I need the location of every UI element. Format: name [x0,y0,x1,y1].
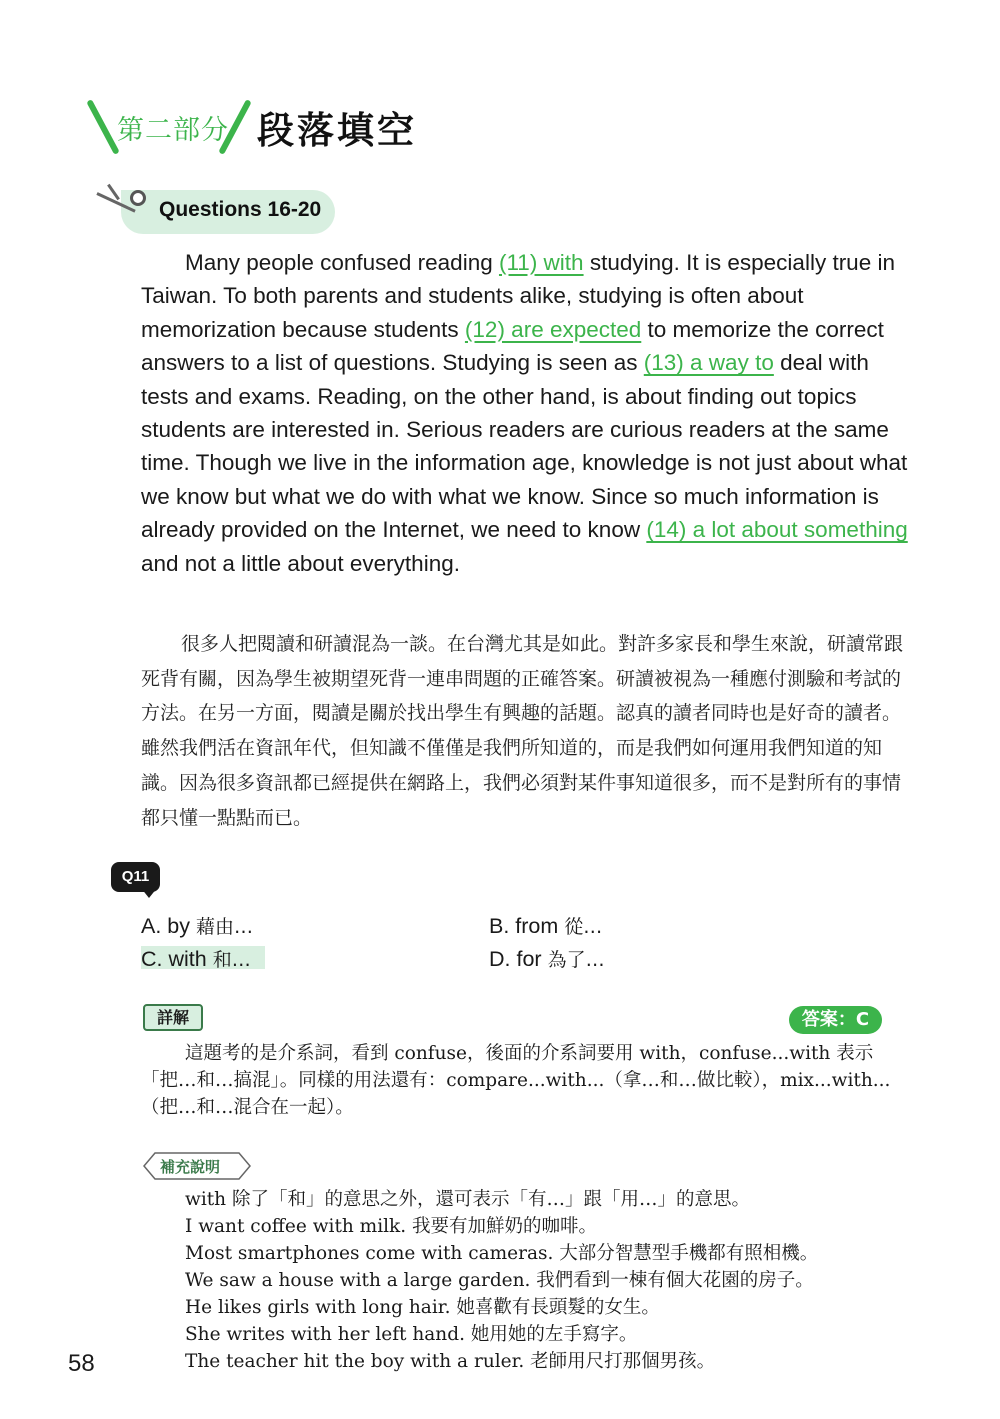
answer-blank-12: (12) are expected [464,316,642,342]
passage-text: Many people confused reading [185,250,499,275]
detail-explanation-text: 這題考的是介系詞，看到 confuse，後面的介系詞要用 with，confuse...with 表示「把…和…搞混」。同樣的用法還有：compare...with...（拿…和…做比較），mix...with...（把…和…混合在一起）。 [141,1043,891,1118]
supplement-line: with 除了「和」的意思之外，還可表示「有…」跟「用…」的意思。 [185,1189,750,1210]
passage-chinese-text: 很多人把閱讀和研讀混為一談。在台灣尤其是如此。對許多家長和學生來說，研讀常跟死背有關，因為學生被期望死背一連串問題的正確答案。研讀被視為一種應付測驗和考試的方法。在另一方面，閱讀是關於找出學生有興趣的話題。認真的讀者同時也是好奇的讀者。雖然我們活在資訊年代，但知識不僅僅是我們所知道的，而是我們如何運用我們知道的知識。因為很多資訊都已經提供在網路上，我們必須對某件事知道很多，而不是對所有的事情都只懂一點點而已。 [141,633,904,829]
question-badge: Q11 [111,862,160,892]
option-a-en: A. by [141,914,190,938]
detail-explanation [141,1040,891,1121]
header-slash-left [86,99,119,155]
option-c-zh: 和… [212,949,251,971]
pin-icon [130,190,146,206]
option-d-en: D. for [489,947,542,971]
passage-text: and not a little about everything. [141,550,460,576]
answer-blank-14: (14) a lot about something [646,517,908,543]
passage-english [141,246,911,580]
passage-text: to memorize the correct answers to a list of questions. Studying is seen as [141,316,884,376]
questions-tag-label: Questions 16-20 [159,198,322,221]
option-b-en: B. from [489,914,559,938]
section-part-label: 第二部分 [117,115,229,146]
question-badge-tail [141,888,157,898]
supplement-line: We saw a house with a large garden. 我們看到一棟有個大花園的房子。 [185,1270,814,1291]
answer-badge: 答案：C [789,1006,882,1034]
section-title: 段落填空 [257,109,417,152]
supplement-line: The teacher hit the boy with a ruler. 老師用尺打那個男孩。 [185,1351,716,1372]
detail-tag: 詳解 [143,1004,203,1031]
option-a [141,912,253,939]
option-b-zh: 從… [564,916,603,938]
option-d [489,945,605,972]
option-d-zh: 為了… [547,949,605,971]
option-a-zh: 藉由… [195,916,253,938]
passage-chinese [141,627,911,835]
supplement-line: Most smartphones come with cameras. 大部分智慧型手機都有照相機。 [185,1243,819,1264]
supplement-line: She writes with her left hand. 她用她的左手寫字。 [185,1324,638,1345]
supplement-line: He likes girls with long hair. 她喜歡有長頭髮的女生。 [185,1297,660,1318]
option-c [141,945,251,972]
supplement-line: I want coffee with milk. 我要有加鮮奶的咖啡。 [185,1216,598,1237]
supplement-tag-label: 補充說明 [160,1158,221,1176]
answer-blank-13: (13) a way to [643,350,774,376]
option-b [489,912,602,939]
page-number: 58 [68,1350,95,1377]
option-c-en: C. with [141,947,207,971]
answer-blank-11: (11) with [498,250,584,275]
passage-text: deal with tests and exams. Reading, on the other hand, is about finding out topics students are interested in. Serious readers are curious readers at the same time. Though we live in the information age, knowledge is not just about what we know but what we do with what we know. Since so much information is already provided on the Internet, we need to know [141,350,908,543]
passage-text: studying. It is especially true in Taiwan. To both parents and students alike, studying is often about memorization because students [141,250,895,342]
